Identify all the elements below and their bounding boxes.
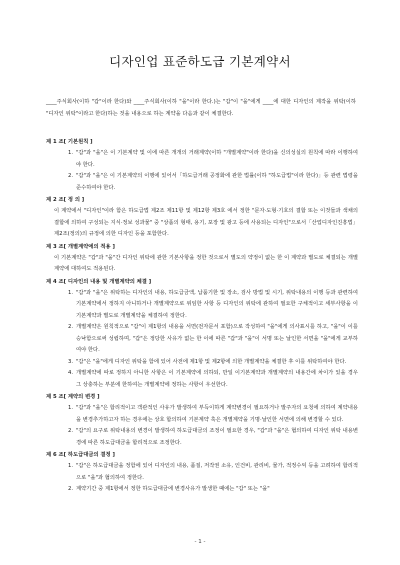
item-text: "갑"은 "을"에게 디자인 위탁을 함에 있어 사전에 제1항 및 제2항에 의한 개별계약을 체결한 후 이를 위탁하여야 한다. bbox=[76, 358, 347, 365]
article-heading: 제 3 조[ 개별계약에의 적용 ] bbox=[46, 243, 115, 250]
item-text: 개별계약은 원칙적으로 "갑"이 제1항의 내용을 서면(전자문서 포함)으로 작성하여 "을"에게 의사표시를 하고, "을"이 이를 승낙함으로써 성립하며, "갑"은 정당한 사유가 없는 한 이에 따른 "갑"과 "을"이 서명 또는 날인한 서면을 "을"에게 교부하여야 한다. bbox=[76, 324, 358, 353]
article-item bbox=[68, 171, 358, 194]
article-heading: 제 2 조[ 정 의 ] bbox=[46, 197, 85, 203]
item-text: "갑"의 요구로 위탁내용의 변경이 발생하여 하도급대금의 조정이 필요한 경우, "갑"과 "을"은 협의하여 디자인 위탁 내용변경에 따른 하도급대금을 합리적으로 조정한다. bbox=[76, 428, 358, 446]
article-6 bbox=[46, 449, 358, 496]
item-number: 2. bbox=[68, 486, 74, 492]
contract-body bbox=[46, 136, 358, 496]
article-2 bbox=[46, 194, 358, 241]
article-item bbox=[68, 148, 358, 171]
item-text: "갑"과 "을"은 합리적이고 객관적인 사유가 발생하여 부득이하게 계약변경이 필요하거나 발주자의 요청에 의하여 계약내용을 변경추가하고자 하는 경우에는 상호 합의하여 기본계약 혹은 개별계약을 기명·날인한 서면에 의해 변경할 수 있다. bbox=[76, 405, 358, 423]
page-number: - 1 - bbox=[194, 539, 206, 545]
article-3 bbox=[46, 241, 358, 276]
article-paragraph: 이 기본계약은 "갑"과 "을"간 디자인 위탁에 관한 기본사항을 정한 것으로서 별도의 약정이 없는 한 이 계약과 별도로 체결되는 개별계약에 대하여도 적용된다. bbox=[54, 254, 358, 272]
article-heading: 제 4 조[ 디자인의 내용 및 개별계약의 체결 ] bbox=[46, 278, 152, 285]
article-item bbox=[68, 426, 358, 449]
article-heading: 제 6 조[ 하도급대금의 결정 ] bbox=[46, 452, 115, 458]
item-number: 2. bbox=[68, 173, 74, 179]
item-text: 개별계약에 따로 정하지 아니한 사항은 이 기본계약에 의하되, 만일 이기본계약과 개별계약의 내용간에 차이가 있을 경우 그 상충하는 부분에 한하여는 개별계약에 정하는 사항이 우선한다. bbox=[76, 370, 358, 388]
article-item bbox=[68, 403, 358, 426]
item-number: 4. bbox=[68, 370, 74, 376]
item-number: 2. bbox=[68, 324, 74, 330]
intro-paragraph: ____주식회사(이하 "갑"이라 한다)와 ____주식회사(이하 "을"이라 한다.)는 "갑"이 "을"에게 ____에 대한 디자인의 제작을 위탁(이하 "디자인 위탁"이라고 한다)하는 것을 내용으로 하는 계약을 다음과 같이 체결한다. bbox=[46, 99, 356, 117]
article-5 bbox=[46, 391, 358, 449]
item-text: "갑"과 "을"은 이 기본계약 및 이에 따른 개개의 거래계약(이하 "개별계약"이라 한다)을 신의성실의 원칙에 따라 이행하여야 한다. bbox=[76, 150, 358, 168]
article-item bbox=[68, 357, 358, 369]
item-number: 1. bbox=[68, 405, 74, 411]
item-text: "갑"과 "을"은 이 기본계약의 이행에 있어서「하도급거래 공정화에 관한 법률(이하 "하도급법"이라 한다)」등 관련 법령을 준수하여야 한다. bbox=[76, 173, 358, 191]
article-paragraph: 이 계약에서 "디자인"이라 함은 하도급법 제2조 제11항 및 제12항 제3호 에서 정한 "문자·도형·기호의 결합 또는 이것들과 색채의 결합에 의하여 구성되는 지식·정보 성과물" 중 "상품의 형태, 용기, 포장 및 광고 등에 사용되는 디자인"으로서「산업디자인진흥법」제2조(정의)의 규정에 의한 디자인 등을 포함한다. bbox=[54, 208, 358, 237]
article-item bbox=[68, 461, 358, 484]
item-number: 1. bbox=[68, 150, 74, 156]
item-number: 3. bbox=[68, 358, 74, 365]
article-heading: 제 5 조[ 계약의 변경 ] bbox=[46, 394, 100, 400]
article-item bbox=[68, 322, 358, 357]
item-text: "갑"은 하도급대금을 정함에 있어 디자인의 내용, 품질, 저작권 소유, 인건비, 관리비, 물가, 적정수익 등을 고려하여 합리적으로 "을"과 협의하여 정한다. bbox=[76, 463, 358, 481]
item-number: 2. bbox=[68, 428, 74, 434]
item-text: 계약기간 중 제1항에서 정한 하도급대금에 변경사유가 발생한 때에는 "갑" 또는 "을" bbox=[76, 486, 270, 492]
item-number: 1. bbox=[68, 463, 74, 469]
article-item bbox=[68, 288, 358, 323]
article-item bbox=[68, 484, 358, 496]
article-4 bbox=[46, 276, 358, 392]
article-item bbox=[68, 368, 358, 391]
item-text: "갑"과 "을"은 위탁하는 디자인의 내용, 하도급금액, 납품기한 및 장소, 검사 방법 및 시기, 위탁내용의 이행 등과 관련하여 기본계약에서 정하지 아니하거나 개별계약으로 위임한 사항 등 디자인의 위탁에 관하여 필요한 구체적이고 세부사항을 이 기본계약과 별도로 개별계약을 체결하여 정한다. bbox=[76, 289, 358, 319]
item-number: 1. bbox=[68, 289, 74, 296]
article-heading: 제 1 조[ 기본원칙 ] bbox=[46, 139, 93, 145]
article-1 bbox=[46, 136, 358, 194]
document-title: 디자인업 표준하도급 기본계약서 bbox=[109, 54, 291, 69]
